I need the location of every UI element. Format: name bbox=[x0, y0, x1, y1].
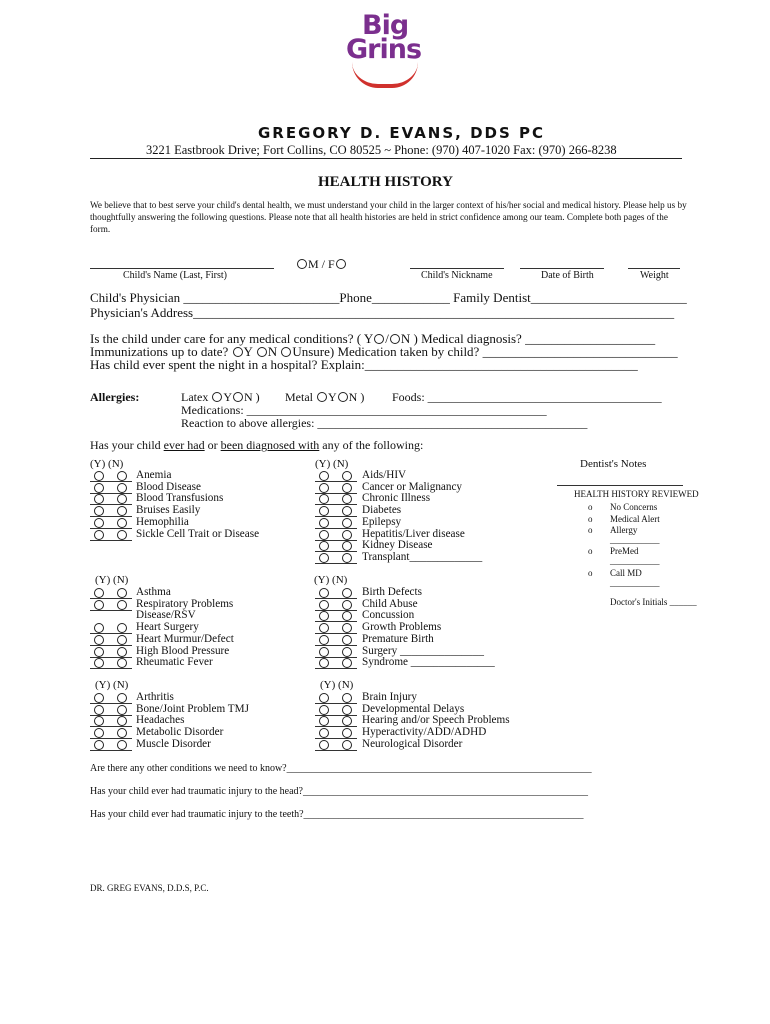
latex-y-radio[interactable] bbox=[212, 392, 222, 402]
medications-field[interactable]: Medications: __________________________________________________ bbox=[181, 403, 547, 417]
no-radio[interactable] bbox=[342, 600, 352, 610]
condition-label: Rheumatic Fever bbox=[136, 656, 213, 669]
weight-label: Weight bbox=[640, 270, 669, 281]
footer-doctor-name: DR. GREG EVANS, D.D.S, P.C. bbox=[90, 883, 209, 893]
no-radio[interactable] bbox=[342, 658, 352, 668]
yes-radio[interactable] bbox=[319, 623, 329, 633]
condition-label: Cancer or Malignancy bbox=[362, 480, 463, 493]
condition-label: Disease/RSV bbox=[136, 609, 196, 622]
condition-label: Bone/Joint Problem TMJ bbox=[136, 702, 249, 715]
yes-radio[interactable] bbox=[319, 494, 329, 504]
condition-label: Metabolic Disorder bbox=[136, 726, 224, 739]
no-radio[interactable] bbox=[342, 611, 352, 621]
condition-label: Muscle Disorder bbox=[136, 737, 211, 750]
question-head-injury[interactable]: Has your child ever had traumatic injury to the head?_________________________________________________________ bbox=[90, 786, 588, 797]
yes-radio[interactable] bbox=[319, 740, 329, 750]
yes-radio[interactable] bbox=[94, 530, 104, 540]
condition-label: Concussion bbox=[362, 609, 415, 622]
yn-radio-pair[interactable] bbox=[315, 716, 357, 727]
yn-radio-pair[interactable] bbox=[90, 600, 132, 611]
condition-label: Respiratory Problems bbox=[136, 597, 234, 610]
yn-radio-pair[interactable] bbox=[90, 740, 132, 751]
yn-radio-pair[interactable] bbox=[315, 530, 357, 541]
yes-radio[interactable] bbox=[94, 728, 104, 738]
no-radio[interactable] bbox=[342, 623, 352, 633]
yes-radio[interactable] bbox=[94, 705, 104, 715]
condition-label: Growth Problems bbox=[362, 621, 442, 634]
immun-n-radio[interactable] bbox=[257, 347, 267, 357]
logo-smile-icon bbox=[352, 62, 418, 88]
logo-text-grins: Grins bbox=[346, 34, 422, 65]
yn-header-g1-right: (Y) (N) bbox=[315, 458, 349, 470]
question-medical-conditions[interactable]: Is the child under care for any medical conditions? ( Y / N ) Medical diagnosis? ____________________ bbox=[90, 331, 656, 346]
doctor-initials[interactable]: Doctor's Initials ______ bbox=[610, 597, 697, 607]
yn-radio-pair[interactable] bbox=[315, 471, 357, 482]
condition-label: Aids/HIV bbox=[362, 469, 407, 481]
notes-checkbox[interactable]: o bbox=[588, 546, 593, 556]
no-radio[interactable] bbox=[117, 506, 127, 516]
yes-radio[interactable] bbox=[94, 600, 104, 610]
no-radio[interactable] bbox=[342, 635, 352, 645]
yn-radio-pair[interactable] bbox=[315, 728, 357, 739]
yes-radio[interactable] bbox=[319, 705, 329, 715]
notes-divider bbox=[557, 485, 683, 487]
no-radio[interactable] bbox=[117, 658, 127, 668]
yn-radio-pair[interactable] bbox=[315, 553, 357, 564]
no-radio[interactable] bbox=[342, 494, 352, 504]
condition-label: Neurological Disorder bbox=[362, 737, 463, 750]
no-radio[interactable] bbox=[342, 518, 352, 528]
yn-radio-pair[interactable] bbox=[90, 658, 132, 669]
yes-radio[interactable] bbox=[319, 471, 329, 481]
foods-field[interactable]: Foods: _______________________________________ bbox=[392, 390, 662, 404]
yes-radio[interactable] bbox=[319, 483, 329, 493]
gender-f-radio[interactable] bbox=[336, 259, 346, 269]
yes-radio[interactable] bbox=[94, 494, 104, 504]
yn-radio-pair[interactable] bbox=[315, 600, 357, 611]
no-radio[interactable] bbox=[117, 635, 127, 645]
yn-radio-pair[interactable] bbox=[315, 541, 357, 552]
yn-header-g3-left: (Y) (N) bbox=[95, 679, 129, 691]
notes-blank-line[interactable]: ___________ bbox=[610, 578, 660, 588]
condition-label: Arthritis bbox=[136, 691, 174, 703]
child-name-field[interactable] bbox=[90, 258, 274, 269]
condition-label: Asthma bbox=[136, 586, 171, 598]
no-radio[interactable] bbox=[117, 471, 127, 481]
question-hospital[interactable]: Has child ever spent the night in a hospital? Explain:__________________________________________ bbox=[90, 357, 638, 372]
notes-checkbox[interactable]: o bbox=[588, 525, 593, 535]
form-title: HEALTH HISTORY bbox=[318, 174, 453, 190]
no-radio[interactable] bbox=[342, 506, 352, 516]
yes-radio[interactable] bbox=[319, 600, 329, 610]
yes-radio[interactable] bbox=[94, 471, 104, 481]
yes-radio[interactable] bbox=[94, 623, 104, 633]
no-radio[interactable] bbox=[117, 588, 127, 598]
notes-blank-line[interactable]: ___________ bbox=[610, 535, 660, 545]
condition-label: Transplant_____________ bbox=[362, 550, 483, 563]
yn-radio-pair[interactable] bbox=[90, 705, 132, 716]
yes-radio[interactable] bbox=[94, 635, 104, 645]
physician-line[interactable]: Child's Physician ________________________Phone____________ Family Dentist________________________ bbox=[90, 290, 687, 305]
condition-label: Premature Birth bbox=[362, 632, 434, 645]
yes-radio[interactable] bbox=[94, 647, 104, 657]
notes-item-label: Call MD bbox=[610, 568, 642, 578]
logo-text-big: Big bbox=[362, 10, 409, 41]
metal-allergy[interactable]: Metal Y N ) bbox=[285, 390, 365, 404]
condition-label: Hyperactivity/ADD/ADHD bbox=[362, 726, 487, 739]
condition-label: High Blood Pressure bbox=[136, 644, 230, 657]
yn-radio-pair[interactable] bbox=[315, 588, 357, 599]
no-radio[interactable] bbox=[117, 693, 127, 703]
no-radio[interactable] bbox=[342, 471, 352, 481]
condition-label: Sickle Cell Trait or Disease bbox=[136, 527, 260, 540]
no-radio[interactable] bbox=[117, 518, 127, 528]
yes-radio[interactable] bbox=[94, 740, 104, 750]
no-radio[interactable] bbox=[117, 494, 127, 504]
yes-radio[interactable] bbox=[319, 693, 329, 703]
condition-label: Hemophilia bbox=[136, 515, 189, 528]
medical-n-radio[interactable] bbox=[390, 334, 400, 344]
yn-radio-pair[interactable] bbox=[90, 506, 132, 517]
dentist-notes-title: Dentist's Notes bbox=[580, 458, 647, 470]
condition-label: Anemia bbox=[136, 469, 172, 481]
no-radio[interactable] bbox=[342, 553, 352, 563]
notes-item-label: Medical Alert bbox=[610, 514, 660, 524]
nickname-label: Child's Nickname bbox=[421, 270, 493, 281]
notes-item-label: Allergy bbox=[610, 525, 638, 535]
notes-checkbox[interactable]: o bbox=[588, 514, 593, 524]
yn-radio-pair[interactable] bbox=[315, 740, 357, 751]
yes-radio[interactable] bbox=[94, 506, 104, 516]
yn-radio-pair[interactable] bbox=[90, 494, 132, 505]
latex-allergy[interactable]: Latex Y N ) bbox=[181, 390, 260, 404]
yes-radio[interactable] bbox=[94, 518, 104, 528]
question-immunizations[interactable]: Immunizations up to date? Y N Unsure) Medication taken by child? ______________________________ bbox=[90, 344, 678, 359]
dob-field[interactable] bbox=[520, 258, 604, 269]
yn-radio-pair[interactable] bbox=[315, 506, 357, 517]
yes-radio[interactable] bbox=[319, 611, 329, 621]
reaction-field[interactable]: Reaction to above allergies: _____________________________________________ bbox=[181, 416, 588, 430]
no-radio[interactable] bbox=[117, 600, 127, 610]
yes-radio[interactable] bbox=[319, 658, 329, 668]
yes-radio[interactable] bbox=[319, 553, 329, 563]
notes-checkbox[interactable]: o bbox=[588, 568, 593, 578]
notes-item-label: PreMed bbox=[610, 546, 639, 556]
yn-radio-pair[interactable] bbox=[90, 716, 132, 727]
condition-label: Surgery _______________ bbox=[362, 644, 484, 657]
yes-radio[interactable] bbox=[319, 518, 329, 528]
immun-unsure-radio[interactable] bbox=[281, 347, 291, 357]
yn-radio-pair[interactable] bbox=[90, 728, 132, 739]
yn-radio-pair[interactable] bbox=[90, 647, 132, 658]
no-radio[interactable] bbox=[342, 716, 352, 726]
condition-label: Kidney Disease bbox=[362, 539, 433, 552]
no-radio[interactable] bbox=[117, 740, 127, 750]
notes-blank-line[interactable]: ___________ bbox=[610, 556, 660, 566]
physician-address-line[interactable]: Physician's Address__________________________________________________________________________ bbox=[90, 305, 675, 320]
no-radio[interactable] bbox=[342, 728, 352, 738]
notes-checkbox[interactable]: o bbox=[588, 502, 593, 512]
yn-radio-pair[interactable] bbox=[315, 494, 357, 505]
practice-name: GREGORY D. EVANS, DDS PC bbox=[258, 124, 546, 142]
yes-radio[interactable] bbox=[319, 506, 329, 516]
no-radio[interactable] bbox=[342, 541, 352, 551]
reviewed-heading: HEALTH HISTORY REVIEWED bbox=[574, 489, 699, 499]
condition-label: Heart Murmur/Defect bbox=[136, 632, 234, 645]
no-radio[interactable] bbox=[117, 647, 127, 657]
header-divider bbox=[90, 158, 682, 159]
medical-y-radio[interactable] bbox=[374, 334, 384, 344]
yn-radio-pair[interactable] bbox=[315, 611, 357, 622]
yn-radio-pair[interactable] bbox=[315, 623, 357, 634]
yes-radio[interactable] bbox=[319, 728, 329, 738]
yn-radio-pair[interactable] bbox=[90, 623, 132, 634]
yn-radio-pair[interactable] bbox=[90, 483, 132, 494]
yn-radio-pair[interactable] bbox=[90, 635, 132, 646]
condition-label: Blood Disease bbox=[136, 480, 201, 493]
gender-selector[interactable]: M / F bbox=[296, 257, 347, 272]
yn-radio-pair[interactable] bbox=[315, 705, 357, 716]
weight-field[interactable] bbox=[628, 258, 680, 269]
yes-radio[interactable] bbox=[319, 541, 329, 551]
no-radio[interactable] bbox=[342, 588, 352, 598]
yes-radio[interactable] bbox=[319, 716, 329, 726]
no-radio[interactable] bbox=[342, 530, 352, 540]
practice-address: 3221 Eastbrook Drive; Fort Collins, CO 80525 ~ Phone: (970) 407-1020 Fax: (970) 266-8238 bbox=[146, 143, 617, 157]
yn-radio-pair[interactable] bbox=[90, 518, 132, 529]
no-radio[interactable] bbox=[342, 740, 352, 750]
condition-label: Brain Injury bbox=[362, 691, 417, 703]
condition-label: Developmental Delays bbox=[362, 702, 465, 715]
yn-radio-pair[interactable] bbox=[315, 518, 357, 529]
no-radio[interactable] bbox=[117, 530, 127, 540]
yes-radio[interactable] bbox=[94, 693, 104, 703]
no-radio[interactable] bbox=[117, 483, 127, 493]
yes-radio[interactable] bbox=[319, 635, 329, 645]
metal-y-radio[interactable] bbox=[317, 392, 327, 402]
condition-label: Hearing and/or Speech Problems bbox=[362, 714, 510, 727]
yn-radio-pair[interactable] bbox=[90, 693, 132, 704]
child-name-label: Child's Name (Last, First) bbox=[123, 270, 228, 281]
yn-header-g2-left: (Y) (N) bbox=[95, 574, 129, 586]
diagnosed-heading: Has your child ever had or been diagnosed with any of the following: bbox=[90, 438, 424, 452]
no-radio[interactable] bbox=[117, 716, 127, 726]
yn-radio-pair[interactable] bbox=[90, 471, 132, 482]
no-radio[interactable] bbox=[117, 623, 127, 633]
no-radio[interactable] bbox=[117, 728, 127, 738]
yes-radio[interactable] bbox=[94, 716, 104, 726]
allergies-label: Allergies: bbox=[90, 390, 140, 404]
condition-label: Bruises Easily bbox=[136, 504, 201, 517]
yn-radio-pair[interactable] bbox=[315, 647, 357, 658]
no-radio[interactable] bbox=[342, 705, 352, 715]
immun-y-radio[interactable] bbox=[233, 347, 243, 357]
yn-radio-pair[interactable] bbox=[90, 530, 132, 541]
metal-n-radio[interactable] bbox=[338, 392, 348, 402]
yn-header-g2-right: (Y) (N) bbox=[314, 574, 348, 586]
latex-n-radio[interactable] bbox=[233, 392, 243, 402]
yes-radio[interactable] bbox=[319, 530, 329, 540]
condition-label: Child Abuse bbox=[362, 597, 418, 610]
notes-item-label: No Concerns bbox=[610, 502, 658, 512]
yes-radio[interactable] bbox=[94, 483, 104, 493]
gender-m-radio[interactable] bbox=[297, 259, 307, 269]
intro-paragraph: We believe that to best serve your child's dental health, we must understand your child in the larger context of his/her social and medical history. Please help us by thoughtfully answering the following questions. Please note that all health histories are held in strict confidence among our team. Complete both pages of the form. bbox=[90, 200, 687, 234]
condition-label: Syndrome _______________ bbox=[362, 656, 495, 669]
no-radio[interactable] bbox=[342, 647, 352, 657]
yn-radio-pair[interactable] bbox=[90, 588, 132, 599]
condition-label: Epilepsy bbox=[362, 515, 402, 528]
condition-label: Heart Surgery bbox=[136, 621, 199, 634]
condition-label: Diabetes bbox=[362, 504, 402, 517]
yes-radio[interactable] bbox=[94, 658, 104, 668]
condition-label: Hepatitis/Liver disease bbox=[362, 527, 465, 540]
yn-radio-pair[interactable] bbox=[315, 635, 357, 646]
nickname-field[interactable] bbox=[410, 258, 504, 269]
yn-radio-pair[interactable] bbox=[315, 658, 357, 669]
question-teeth-injury[interactable]: Has your child ever had traumatic injury to the teeth?________________________________________________________ bbox=[90, 809, 584, 820]
condition-label: Birth Defects bbox=[362, 586, 422, 598]
yn-header-g3-right: (Y) (N) bbox=[320, 679, 354, 691]
yn-header-g1-left: (Y) (N) bbox=[90, 458, 124, 470]
question-other-conditions[interactable]: Are there any other conditions we need to know?_____________________________________________________________ bbox=[90, 763, 592, 774]
yn-radio-pair[interactable] bbox=[315, 483, 357, 494]
no-radio[interactable] bbox=[342, 693, 352, 703]
condition-label: Chronic Illness bbox=[362, 492, 431, 505]
yes-radio[interactable] bbox=[319, 647, 329, 657]
yn-radio-pair[interactable] bbox=[315, 693, 357, 704]
yes-radio[interactable] bbox=[319, 588, 329, 598]
no-radio[interactable] bbox=[117, 705, 127, 715]
condition-label: Blood Transfusions bbox=[136, 492, 224, 505]
yes-radio[interactable] bbox=[94, 588, 104, 598]
condition-label: Headaches bbox=[136, 714, 185, 727]
dob-label: Date of Birth bbox=[541, 270, 594, 281]
no-radio[interactable] bbox=[342, 483, 352, 493]
